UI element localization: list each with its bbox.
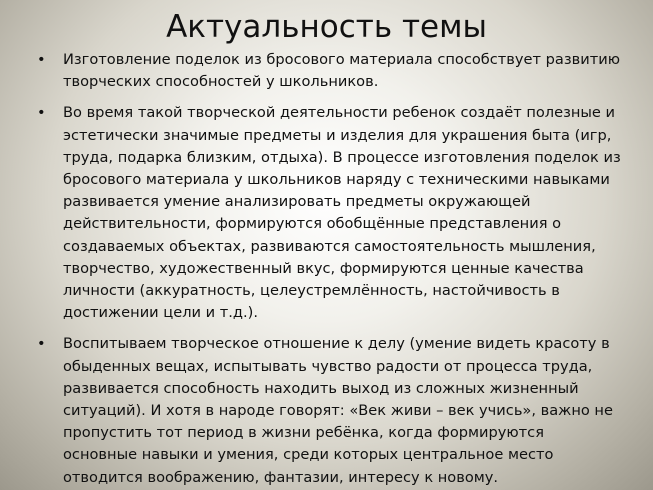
- bullet-text: Во время такой творческой деятельности ребенок создаёт полезные и эстетически значимые предметы и изделия для украшения быта (игр, труда, подарка близким, отдыха). В процессе изготовления поделок из бросового материала у школьников наряду с техническими навыками развивается умение анализировать предметы окружающей действительности, формируются обобщённые представления о создаваемых объектах, развиваются самостоятельность мышления, творчество, художественный вкус, формируются ценные качества личности (аккуратность, целеустремлённость, настойчивость в достижении цели и т.д.).: [63, 104, 621, 322]
- bullet-item: [36, 102, 621, 324]
- bullet-text: Изготовление поделок из бросового материала способствует развитию творческих способностей у школьников.: [63, 51, 620, 91]
- bullet-item: [36, 49, 621, 93]
- bullet-icon: •: [37, 335, 46, 353]
- slide-title: Актуальность темы: [166, 9, 487, 45]
- bullet-text: Воспитываем творческое отношение к делу (умение видеть красоту в обыденных вещах, испытывать чувство радости от процесса труда, развивается способность находить выход из сложных жизненный ситуаций). И хотя в народе говорят: «Век живи – век учись», важно не пропустить тот период в жизни ребёнка, когда формируются основные навыки и умения, среди которых центральное место отводится воображению, фантазии, интересу к новому.: [63, 335, 613, 486]
- bullet-icon: •: [37, 51, 46, 68]
- bullet-list: [36, 49, 621, 490]
- bullet-icon: •: [37, 104, 46, 122]
- bullet-item: [36, 333, 621, 488]
